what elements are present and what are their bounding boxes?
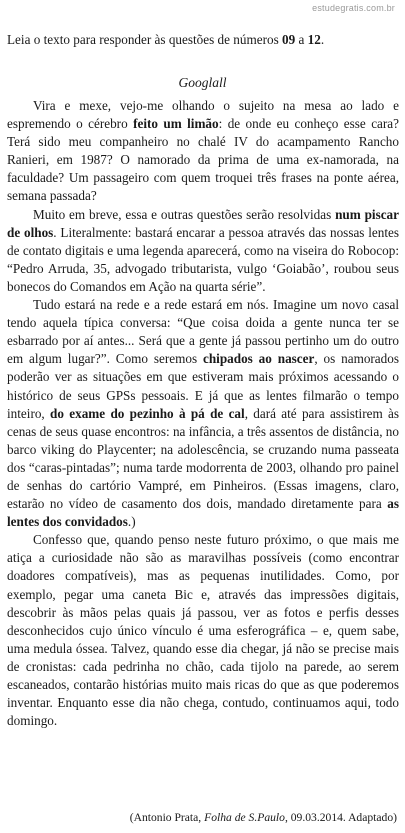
article-body [7,97,399,730]
source-citation [130,810,397,826]
article-paragraph [7,206,399,296]
source-date: , 09.03.2014. Adaptado) [284,811,397,824]
paragraph-text: , dará até para assistirem às cenas de seus quase encontros: na infância, a três assentos de distância, no barco viking do Playcenter; na adolescência, se cruzando numa passeata dos “caras-pintadas”; numa tarde modorrenta de 2003, olhando pro painel de senhas do cartório Vampré, em Pinheiros. (Essas imagens, claro, estarão no vídeo de casamento dos dois, mandado diretamente para [7,405,399,512]
article-paragraph [7,97,399,206]
question-number-start: 09 [282,32,296,47]
question-number-end: 12 [307,32,321,47]
article-paragraph [7,531,399,730]
paragraph-text: Tudo estará na rede e a rede estará em nós. Imagine um novo casal tendo aquela típica conversa: “Que coisa doida a gente nunca ter se esbarrado por aí antes... Será que a gente já passou pertinho um do outro em algum lugar?”. Como seremos [7,297,399,367]
instruction-line [7,31,399,49]
bold-phrase: chipados ao nascer [202,351,315,367]
paragraph-text: . Literalmente: bastará encarar a pessoa através das nossas lentes de contato digitais e uma legenda aparecerá, como na viseira do Robocop: “Pedro Arruda, 35, advogado tributarista, vulgo ‘Goiabão’, roubou seus bonecos do Comandos em Ação na quarta série”. [7,224,399,294]
paragraph-text: .) [127,514,136,530]
source-publication: Folha de S.Paulo [204,811,285,824]
paragraph-text: , os namorados poderão ver as situações em que estiveram mais próximos acessando o histórico de seus GPSs pessoais. E já que as lentes filmarão o tempo inteiro, [7,351,399,421]
article-paragraph [7,296,399,531]
instruction-text: Leia o texto para responder às questões de números [7,32,283,47]
instruction-period: . [320,32,325,47]
site-watermark: estudegratis.com.br [312,3,395,13]
article-title: Googlall [178,75,227,90]
bold-phrase: feito um limão [133,116,219,132]
paragraph-text: : de onde eu conheço esse cara? Terá sido meu companheiro no chalé IV do acampamento Rancho Ranieri, em 1987? O namorado da prima de uma ex-namorada, na faculdade? Um passageiro com quem troquei três frases na ponte aérea, semana passada? [7,116,399,204]
paragraph-text: Confesso que, quando penso neste futuro próximo, o que mais me atiça a curiosidade não são as maravilhas possíveis (como encontrar doadores compatíveis), mas as pequenas inutilidades. Como, por exemplo, pegar uma caneta Bic e, através das impressões digitais, descobrir às mãos pelas quais já passou, ver as fotos e perfis desses desconhecidos cujo único vínculo é uma esferográfica – e, quem sabe, uma medula óssea. Talvez, quando esse dia chegar, já não se precise mais de cronistas: cada pedrinha no chão, cada tijolo na parede, ao serem escaneados, contarão histórias muito mais ricas do que as que poderemos inventar. Enquanto esse dia não chega, contudo, continuamos aqui, todo domingo. [7,532,399,729]
paragraph-text: Muito em breve, essa e outras questões serão resolvidas [33,206,336,222]
source-author: (Antonio Prata, [129,811,205,824]
bold-phrase: as lentes dos convidados [7,496,399,530]
paragraph-text: Vira e mexe, vejo-me olhando o sujeito na mesa ao lado e espremendo o cérebro [7,98,399,132]
instruction-connector: a [295,32,308,47]
bold-phrase: num piscar de olhos [7,206,399,240]
bold-phrase: do exame do pezinho à pá de cal [50,405,245,421]
